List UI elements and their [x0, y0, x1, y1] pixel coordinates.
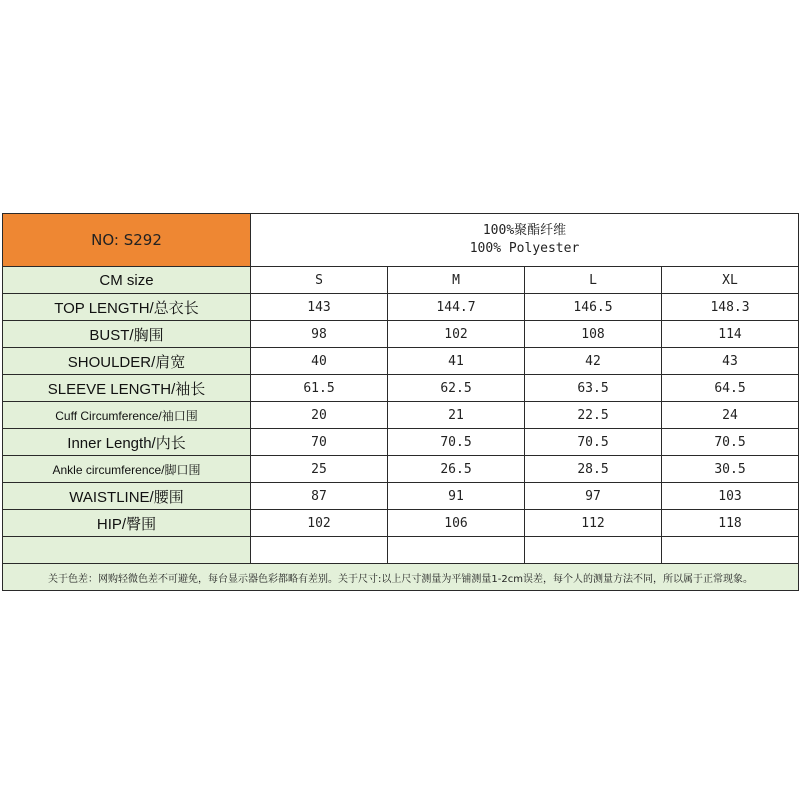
row-label: Cuff Circumference/袖口围	[3, 402, 251, 429]
cell-value: 97	[525, 483, 662, 510]
blank-cell	[3, 537, 251, 564]
cell-value: 43	[662, 348, 799, 375]
cell-value: 118	[662, 510, 799, 537]
cell-value: 24	[662, 402, 799, 429]
cell-value: 70.5	[388, 429, 525, 456]
cell-value: 63.5	[525, 375, 662, 402]
blank-cell	[662, 537, 799, 564]
fabric-en: 100% Polyester	[469, 241, 580, 256]
row-label: WAISTLINE/腰围	[3, 483, 251, 510]
cell-value: 144.7	[388, 294, 525, 321]
cell-value: 108	[525, 321, 662, 348]
cell-value: 61.5	[251, 375, 388, 402]
note-row	[3, 564, 799, 591]
cell-value: 21	[388, 402, 525, 429]
size-l: L	[525, 267, 662, 294]
blank-cell	[251, 537, 388, 564]
cell-value: 143	[251, 294, 388, 321]
blank-row	[3, 537, 799, 564]
cell-value: 26.5	[388, 456, 525, 483]
cell-value: 41	[388, 348, 525, 375]
product-number: NO: S292	[3, 214, 251, 267]
row-label: SLEEVE LENGTH/袖长	[3, 375, 251, 402]
fabric-cn: 100%聚酯纤维	[482, 223, 567, 238]
cell-value: 103	[662, 483, 799, 510]
cell-value: 20	[251, 402, 388, 429]
table-row	[3, 456, 799, 483]
table-row	[3, 483, 799, 510]
table-row	[3, 429, 799, 456]
size-m: M	[388, 267, 525, 294]
cell-value: 112	[525, 510, 662, 537]
table-row	[3, 402, 799, 429]
size-chart-table	[2, 213, 799, 591]
cell-value: 64.5	[662, 375, 799, 402]
cell-value: 22.5	[525, 402, 662, 429]
size-header-row	[3, 267, 799, 294]
cell-value: 87	[251, 483, 388, 510]
table-row	[3, 348, 799, 375]
table-row	[3, 375, 799, 402]
cell-value: 25	[251, 456, 388, 483]
row-label: Ankle circumference/脚口围	[3, 456, 251, 483]
cell-value: 102	[251, 510, 388, 537]
cell-value: 146.5	[525, 294, 662, 321]
table-row	[3, 321, 799, 348]
blank-cell	[388, 537, 525, 564]
cell-value: 98	[251, 321, 388, 348]
table-row	[3, 294, 799, 321]
cell-value: 40	[251, 348, 388, 375]
cell-value: 42	[525, 348, 662, 375]
cell-value: 91	[388, 483, 525, 510]
cell-value: 62.5	[388, 375, 525, 402]
blank-cell	[525, 537, 662, 564]
cell-value: 114	[662, 321, 799, 348]
row-label: HIP/臀围	[3, 510, 251, 537]
cell-value: 102	[388, 321, 525, 348]
size-xl: XL	[662, 267, 799, 294]
cell-value: 28.5	[525, 456, 662, 483]
fabric-composition	[251, 214, 799, 267]
cell-value: 30.5	[662, 456, 799, 483]
row-label: TOP LENGTH/总衣长	[3, 294, 251, 321]
size-header-label: CM size	[3, 267, 251, 294]
size-s: S	[251, 267, 388, 294]
row-label: BUST/胸围	[3, 321, 251, 348]
cell-value: 106	[388, 510, 525, 537]
table-row	[3, 510, 799, 537]
row-label: Inner Length/内长	[3, 429, 251, 456]
cell-value: 70.5	[525, 429, 662, 456]
disclaimer-note: 关于色差：网购轻微色差不可避免，每台显示器色彩都略有差别。关于尺寸:以上尺寸测量为平铺测量1-2cm误差，每个人的测量方法不同，所以属于正常现象。	[3, 564, 799, 591]
cell-value: 148.3	[662, 294, 799, 321]
row-label: SHOULDER/肩宽	[3, 348, 251, 375]
cell-value: 70.5	[662, 429, 799, 456]
header-row	[3, 214, 799, 267]
cell-value: 70	[251, 429, 388, 456]
